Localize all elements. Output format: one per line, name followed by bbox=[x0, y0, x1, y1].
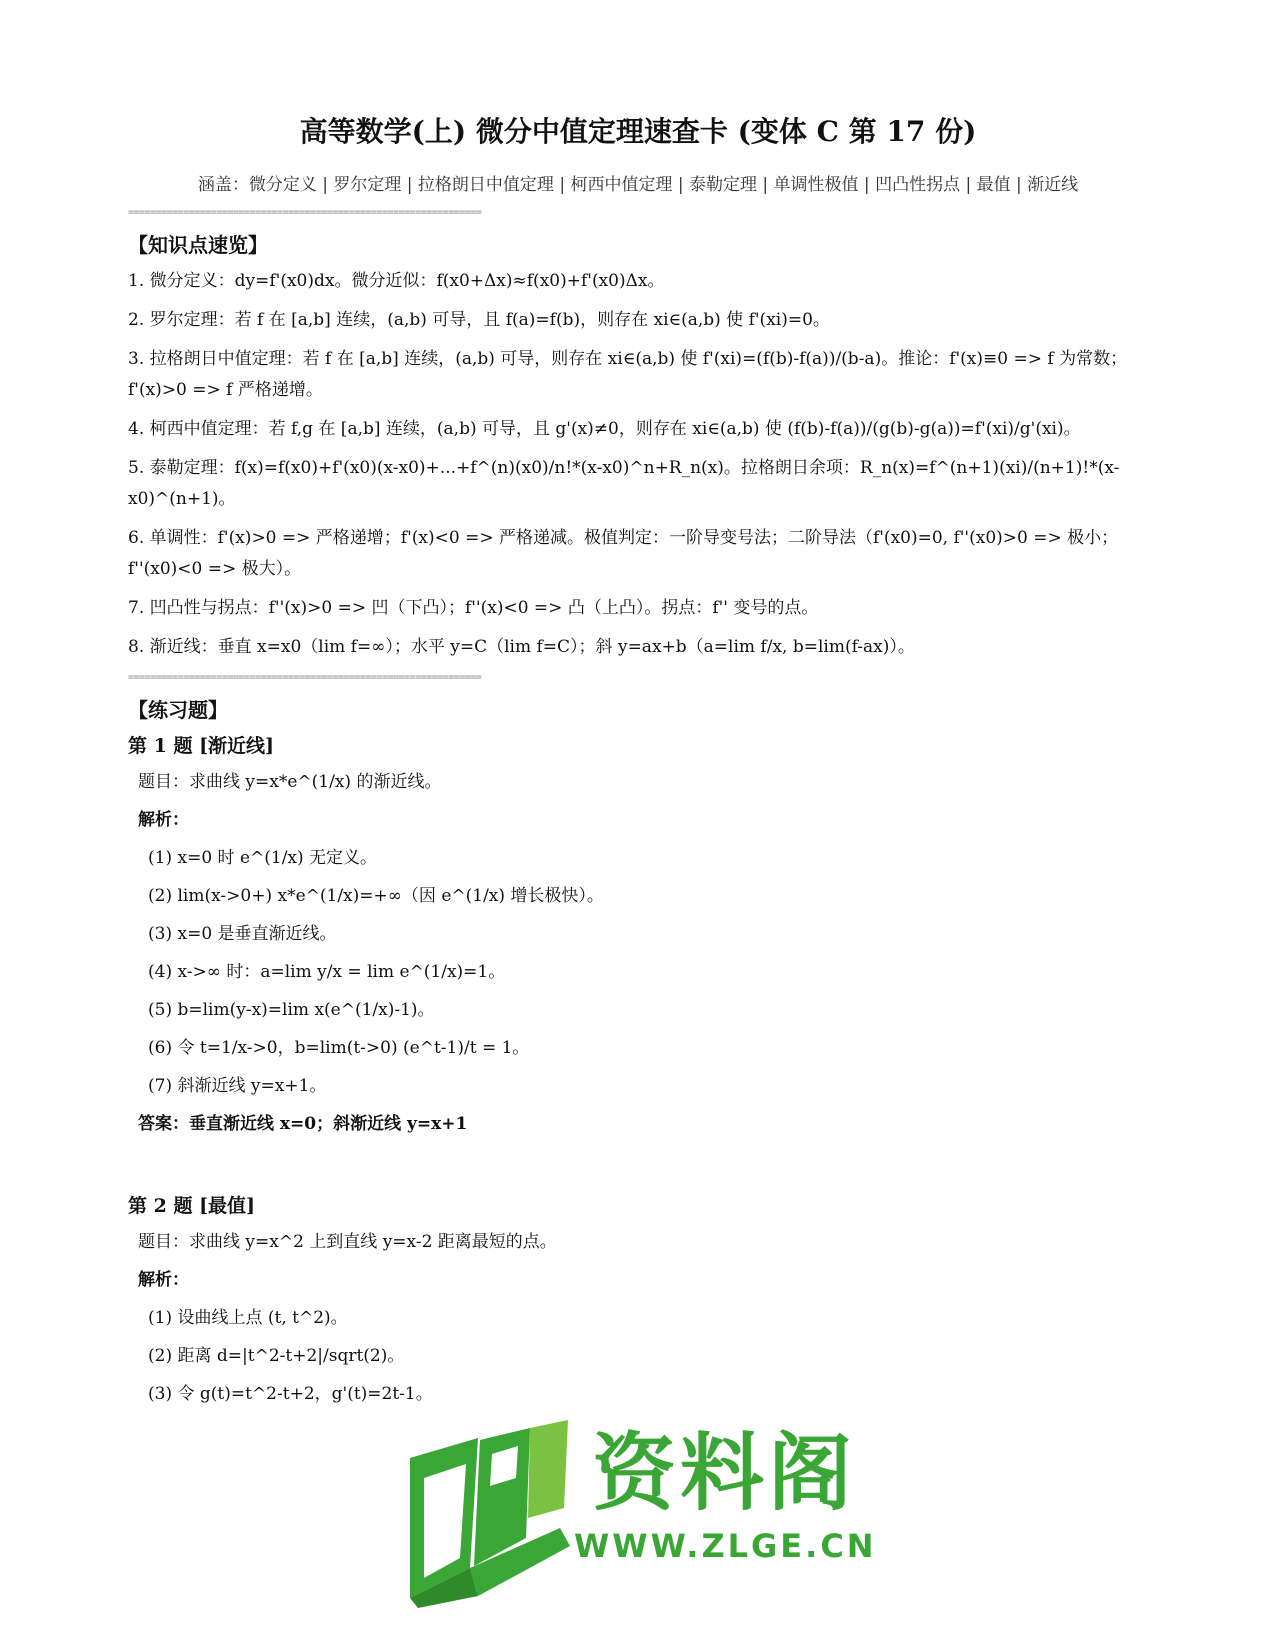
solution-step: (2) 距离 d=|t^2-t+2|/sqrt(2)。 bbox=[148, 1346, 405, 1366]
solution-step: (4) x->∞ 时：a=lim y/x = lim e^(1/x)=1。 bbox=[148, 962, 506, 982]
book-icon bbox=[400, 1418, 580, 1608]
watermark-name: 资料阁 bbox=[592, 1424, 857, 1522]
question-2-analysis-label: 解析： bbox=[138, 1270, 189, 1290]
solution-step: (5) b=lim(y-x)=lim x(e^(1/x)-1)。 bbox=[148, 1000, 435, 1020]
knowledge-item: 4. 柯西中值定理：若 f,g 在 [a,b] 连续，(a,b) 可导，且 g'(x)≠0，则存在 xi∈(a,b) 使 (f(b)-f(a))/(g(b)-g(a))=f'(xi)/g'(xi)。 bbox=[128, 419, 1081, 439]
knowledge-item: 6. 单调性：f'(x)>0 => 严格递增；f'(x)<0 => 严格递减。极值判定：一阶导变号法；二阶导法（f'(x0)=0, f''(x0)>0 => 极小；f''(x0)<0 => 极大）。 bbox=[128, 528, 1119, 579]
page-title: 高等数学(上) 微分中值定理速查卡 (变体 C 第 17 份) bbox=[299, 115, 977, 148]
divider-rule: ================================================================ bbox=[128, 672, 482, 683]
document-page bbox=[128, 112, 1148, 1417]
knowledge-item: 3. 拉格朗日中值定理：若 f 在 [a,b] 连续，(a,b) 可导，则存在 xi∈(a,b) 使 f'(xi)=(f(b)-f(a))/(b-a)。推论：f'(x)≡0 => f 为常数；f'(x)>0 => f 严格递增。 bbox=[128, 349, 1128, 400]
watermark-url: WWW.ZLGE.CN bbox=[574, 1527, 877, 1565]
spacer bbox=[128, 1147, 1148, 1185]
knowledge-section-title: 【知识点速览】 bbox=[128, 233, 268, 257]
knowledge-item: 1. 微分定义：dy=f'(x0)dx。微分近似：f(x0+Δx)≈f(x0)+f'(x0)Δx。 bbox=[128, 271, 665, 291]
page-subtitle: 涵盖：微分定义 | 罗尔定理 | 拉格朗日中值定理 | 柯西中值定理 | 泰勒定理 | 单调性极值 | 凹凸性拐点 | 最值 | 渐近线 bbox=[197, 175, 1079, 195]
solution-step: (1) 设曲线上点 (t, t^2)。 bbox=[148, 1308, 348, 1328]
solution-step: (1) x=0 时 e^(1/x) 无定义。 bbox=[148, 848, 378, 868]
question-1-title: 第 1 题 [渐近线] bbox=[128, 735, 275, 757]
knowledge-item: 2. 罗尔定理：若 f 在 [a,b] 连续，(a,b) 可导，且 f(a)=f(b)，则存在 xi∈(a,b) 使 f'(xi)=0。 bbox=[128, 310, 830, 330]
solution-step: (3) 令 g(t)=t^2-t+2，g'(t)=2t-1。 bbox=[148, 1384, 433, 1404]
solution-step: (7) 斜渐近线 y=x+1。 bbox=[148, 1076, 327, 1096]
knowledge-item: 7. 凹凸性与拐点：f''(x)>0 => 凹（下凸）；f''(x)<0 => 凸（上凸）。拐点：f'' 变号的点。 bbox=[128, 598, 819, 618]
question-1-answer: 答案：垂直渐近线 x=0；斜渐近线 y=x+1 bbox=[138, 1114, 468, 1134]
question-1-analysis-label: 解析： bbox=[138, 810, 189, 830]
question-2-text: 题目：求曲线 y=x^2 上到直线 y=x-2 距离最短的点。 bbox=[138, 1232, 557, 1252]
question-1-text: 题目：求曲线 y=x*e^(1/x) 的渐近线。 bbox=[138, 772, 442, 792]
knowledge-item: 5. 泰勒定理：f(x)=f(x0)+f'(x0)(x-x0)+...+f^(n)(x0)/n!*(x-x0)^n+R_n(x)。拉格朗日余项：R_n(x)=f^(n+1)(xi)/(n+1)!*(x-x0)^(n+1)。 bbox=[128, 458, 1120, 509]
solution-step: (2) lim(x->0+) x*e^(1/x)=+∞（因 e^(1/x) 增长极快）。 bbox=[148, 886, 604, 906]
question-2-title: 第 2 题 [最值] bbox=[128, 1195, 256, 1217]
knowledge-item: 8. 渐近线：垂直 x=x0（lim f=∞）；水平 y=C（lim f=C）；斜 y=ax+b（a=lim f/x, b=lim(f-ax)）。 bbox=[128, 637, 915, 657]
exercises-section-title: 【练习题】 bbox=[128, 698, 228, 722]
solution-step: (3) x=0 是垂直渐近线。 bbox=[148, 924, 337, 944]
solution-step: (6) 令 t=1/x->0，b=lim(t->0) (e^t-1)/t = 1。 bbox=[148, 1038, 530, 1058]
watermark-logo bbox=[400, 1418, 877, 1608]
divider-rule: ================================================================ bbox=[128, 207, 482, 218]
